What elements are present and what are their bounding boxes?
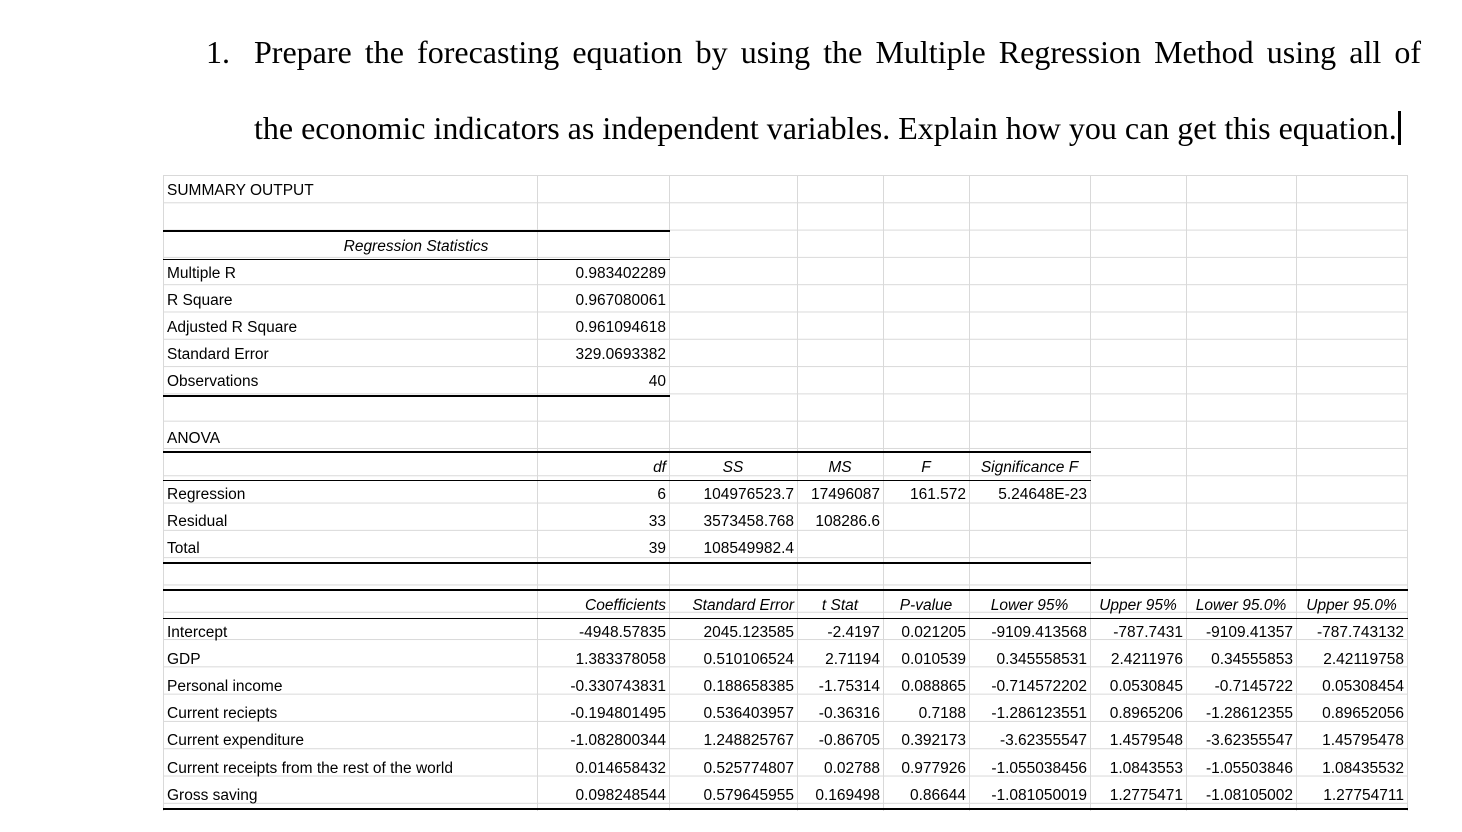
coef-value: 0.8965206 [1109, 705, 1183, 723]
question-number: 1. [206, 34, 230, 70]
coef-value: 2045.123585 [703, 624, 794, 641]
coef-row-label: Gross saving [167, 786, 258, 804]
summary-title: SUMMARY OUTPUT [167, 182, 314, 199]
coef-value: 1.08435532 [1322, 759, 1404, 777]
coef-value: -787.7431 [1113, 624, 1183, 641]
coef-value: -4948.57835 [578, 624, 666, 641]
coef-value: 0.525774807 [703, 759, 794, 777]
stat-value: 40 [648, 373, 666, 390]
coef-row-label: Current receipts from the rest of the world [167, 759, 454, 777]
anova-header-df: df [653, 459, 666, 476]
coef-value: 0.345558531 [996, 651, 1087, 669]
stat-label: R Square [167, 292, 233, 309]
coef-value: -2.4197 [827, 624, 880, 641]
coef-value: -3.62355547 [999, 732, 1087, 750]
coef-value: 1.2775471 [1109, 786, 1183, 804]
stat-value: 329.0693382 [575, 346, 666, 363]
coef-value: 0.169498 [815, 786, 880, 804]
coef-value: 0.536403957 [703, 705, 794, 723]
coef-row-label: Current expenditure [167, 732, 304, 750]
coef-value: -0.194801495 [570, 705, 666, 723]
coef-row-label: Personal income [167, 678, 283, 696]
coef-value: 0.05308454 [1322, 678, 1404, 696]
anova-row-label: Total [167, 540, 200, 557]
coef-value: 0.088865 [901, 678, 966, 696]
coef-value: -1.082800344 [570, 732, 666, 750]
coef-value: -0.714572202 [991, 678, 1087, 696]
coef-header: Upper 95.0% [1306, 597, 1397, 614]
anova-title: ANOVA [167, 430, 221, 447]
coef-value: 1.0843553 [1109, 759, 1183, 777]
anova-df: 39 [648, 540, 666, 557]
coef-value: 0.0530845 [1109, 678, 1183, 696]
coef-value: 0.02788 [823, 759, 880, 777]
coef-value: 0.014658432 [575, 759, 666, 777]
coef-row-label: Intercept [167, 624, 228, 641]
coef-value: 0.098248544 [575, 786, 666, 804]
coef-value: -787.743132 [1316, 624, 1404, 641]
coef-row-label: Current reciepts [167, 705, 278, 723]
coef-value: 2.4211976 [1110, 651, 1183, 669]
anova-row-label: Residual [167, 513, 228, 530]
anova-header-f: F [921, 459, 931, 476]
coef-value: 0.7188 [918, 705, 966, 723]
coef-value: -0.36316 [818, 705, 880, 723]
coef-value: -1.28612355 [1205, 705, 1293, 723]
coef-value: -1.75314 [818, 678, 880, 696]
coef-value: 0.021205 [901, 624, 966, 641]
text-cursor [1398, 111, 1401, 145]
coef-value: 1.383378058 [575, 651, 666, 669]
coef-value: -0.7145722 [1214, 678, 1293, 696]
anova-ss: 104976523.7 [703, 486, 794, 503]
anova-ms: 17496087 [811, 486, 880, 503]
coef-value: -9109.413568 [991, 624, 1087, 641]
stat-value: 0.967080061 [575, 292, 666, 309]
regression-statistics-header: Regression Statistics [343, 238, 489, 255]
coef-row-label: GDP [167, 651, 201, 669]
regression-output-sheet [163, 175, 1408, 811]
coef-value: 0.010539 [901, 651, 966, 669]
coef-header: Standard Error [692, 597, 794, 614]
coef-value: 1.27754711 [1323, 786, 1404, 804]
anova-significance: 5.24648E-23 [998, 486, 1087, 503]
coef-header: Lower 95% [990, 597, 1069, 614]
coef-value: 0.579645955 [703, 786, 794, 804]
anova-df: 6 [657, 486, 666, 503]
coef-value: -1.08105002 [1205, 786, 1293, 804]
coef-value: 0.977926 [901, 759, 966, 777]
coef-value: -1.05503846 [1205, 759, 1293, 777]
coef-value: -9109.41357 [1205, 624, 1293, 641]
anova-df: 33 [648, 513, 666, 530]
coef-value: -0.86705 [818, 732, 880, 750]
anova-f: 161.572 [909, 486, 966, 503]
stat-label: Observations [167, 373, 259, 390]
coef-value: -1.081050019 [991, 786, 1087, 804]
coef-value: -0.330743831 [570, 678, 666, 696]
coef-header: P-value [899, 597, 953, 614]
question [206, 14, 1421, 166]
anova-header-significance: Significance F [980, 459, 1079, 476]
coef-value: 2.71194 [825, 651, 880, 669]
anova-header-ms: MS [828, 459, 852, 476]
anova-ss: 108549982.4 [703, 540, 794, 557]
question-line-2: the economic indicators as independent variables. Explain how you can get this equation. [254, 110, 1397, 146]
coef-value: 1.4579548 [1109, 732, 1183, 750]
coef-header: Lower 95.0% [1195, 597, 1287, 614]
anova-row-label: Regression [167, 486, 246, 503]
anova-ss: 3573458.768 [703, 513, 794, 530]
anova-header-ss: SS [722, 459, 744, 476]
coef-header: Upper 95% [1099, 597, 1177, 614]
stat-label: Standard Error [167, 346, 269, 363]
coef-value: -1.286123551 [991, 705, 1087, 723]
coef-value: 0.89652056 [1322, 705, 1404, 723]
coef-value: 1.45795478 [1322, 732, 1404, 750]
coef-value: 0.510106524 [703, 651, 794, 669]
coef-header: t Stat [821, 597, 859, 614]
stat-value: 0.983402289 [575, 265, 666, 282]
coef-value: 1.248825767 [703, 732, 794, 750]
stat-value: 0.961094618 [575, 319, 666, 336]
coef-value: -3.62355547 [1205, 732, 1293, 750]
coef-value: 0.34555853 [1211, 651, 1293, 669]
coef-value: 0.86644 [909, 786, 966, 804]
coef-value: -1.055038456 [991, 759, 1087, 777]
coef-header: Coefficients [585, 597, 666, 614]
anova-ms: 108286.6 [815, 513, 880, 530]
coef-value: 0.392173 [901, 732, 966, 750]
stat-label: Adjusted R Square [167, 319, 298, 336]
question-line-1: Prepare the forecasting equation by using the Multiple Regression Method using all of [254, 34, 1421, 70]
coef-value: 2.42119758 [1323, 651, 1404, 669]
coef-value: 0.188658385 [703, 678, 794, 696]
stat-label: Multiple R [167, 265, 236, 282]
